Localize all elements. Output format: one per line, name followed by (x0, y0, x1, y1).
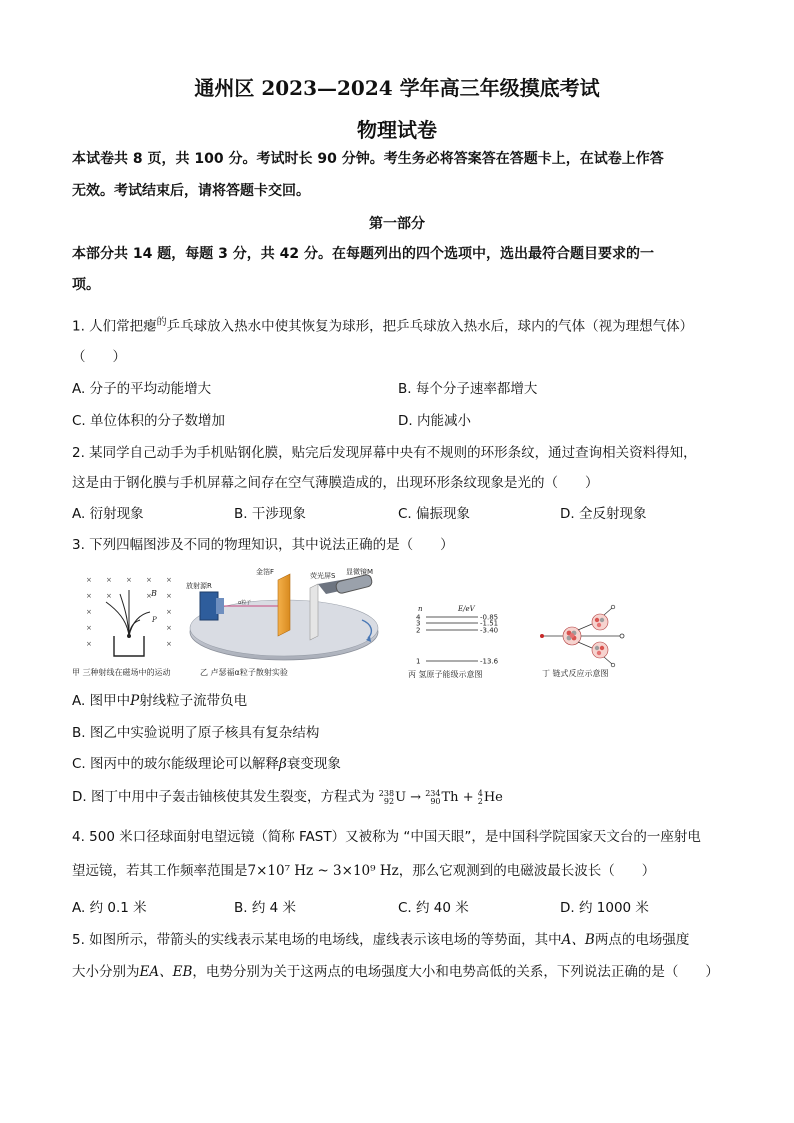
q1-option-a[interactable]: A. 分子的平均动能增大 (72, 381, 212, 397)
q4-option-b[interactable]: B. 约 4 米 (234, 900, 297, 916)
energy-level-n: 2 (416, 626, 421, 635)
energy-level-value: -1.51 (480, 619, 499, 628)
svg-text:×: × (166, 640, 172, 648)
q4-option-c[interactable]: C. 约 40 米 (398, 900, 469, 916)
part1-desc-line1: 本部分共 14 题，每题 3 分，共 42 分。在每题列出的四个选项中，选出最符合题目要求的一 (72, 246, 654, 262)
figure-bing-caption: 丙 氢原子能级示意图 (408, 670, 483, 679)
q2-stem-line1: 2. 某同学自己动手为手机贴钢化膜，贴完后发现屏幕中央有不规则的环形条纹，通过查询相关资料得知， (72, 445, 697, 461)
energy-level-n: 3 (416, 619, 421, 628)
q1-option-c[interactable]: C. 单位体积的分子数增加 (72, 413, 226, 429)
svg-text:×: × (146, 592, 152, 600)
q3-option-d[interactable]: D. 图丁中用中子轰击铀核使其发生裂变，方程式为 238 92U → 234 90Th + 4 2He (72, 788, 503, 806)
svg-text:×: × (106, 576, 112, 584)
svg-text:×: × (86, 608, 92, 616)
q2-option-d[interactable]: D. 全反射现象 (560, 506, 647, 522)
instructions-line1: 本试卷共 8 页，共 100 分。考试时长 90 分钟。考生务必将答案答在答题卡上，在试卷上作答 (72, 151, 664, 167)
energy-level-n: 1 (416, 657, 421, 666)
q4-option-a[interactable]: A. 约 0.1 米 (72, 900, 147, 916)
svg-text:×: × (86, 592, 92, 600)
q3-option-b[interactable]: B. 图乙中实验说明了原子核具有复杂结构 (72, 725, 320, 741)
q1-blank: （ ） (72, 349, 126, 365)
label-screen: 荧光屏S (310, 572, 336, 580)
instructions-line2: 无效。考试结束后，请将答题卡交回。 (72, 183, 310, 199)
figure-ding-caption: 丁 链式反应示意图 (542, 669, 609, 678)
svg-text:×: × (86, 576, 92, 584)
fission-equation: 238 92U → 234 90Th + 4 2He (378, 788, 503, 806)
q3-option-c[interactable]: C. 图丙中的玻尔能级理论可以解释β衰变现象 (72, 756, 341, 772)
figure-bing (408, 603, 508, 683)
exam-subject: 物理试卷 (357, 118, 437, 142)
label-b: B (151, 589, 157, 598)
q1-option-b[interactable]: B. 每个分子速率都增大 (398, 381, 538, 397)
label-n: n (418, 605, 423, 613)
svg-text:×: × (166, 608, 172, 616)
svg-text:×: × (106, 592, 112, 600)
svg-text:×: × (166, 592, 172, 600)
label-foil: 金箔F (256, 568, 275, 576)
label-microscope: 显微镜M (346, 568, 374, 576)
q2-stem-line2: 这是由于钢化膜与手机屏幕之间存在空气薄膜造成的，出现环形条纹现象是光的（ ） (72, 475, 599, 491)
svg-text:×: × (166, 576, 172, 584)
figure-jia (72, 570, 182, 682)
frequency-range: 7×10⁷ Hz ~ 3×10⁹ Hz (247, 863, 399, 879)
part1-desc-line2: 项。 (72, 277, 100, 293)
q3-stem: 3. 下列四幅图涉及不同的物理知识，其中说法正确的是（ ） (72, 537, 454, 553)
label-p: P (152, 616, 157, 624)
q5-stem-line2: 大小分别为EA、EB，电势分别为关于这两点的电场强度大小和电势高低的关系，下列说法正确的是（ ） (72, 964, 719, 980)
label-alpha-particle: α粒子 (238, 600, 252, 606)
svg-text:×: × (86, 624, 92, 632)
part1-heading: 第一部分 (369, 216, 425, 232)
magnetic-field-diagram (72, 570, 182, 665)
q4-stem-line2: 望远镜，若其工作频率范围是7×10⁷ Hz ~ 3×10⁹ Hz，那么它观测到的电磁波最长波长（ ） (72, 863, 656, 879)
q1-stem: 1. 人们常把瘪$^的$乒乓球放入热水中使其恢复为球形，把乒乓球放入热水后，球内的气体（视为理想气体） (72, 317, 694, 335)
q5-stem-line1: 5. 如图所示，带箭头的实线表示某电场的电场线，虚线表示该电场的等势面，其中A、B两点的电场强度 (72, 932, 690, 948)
svg-text:×: × (146, 576, 152, 584)
energy-level-diagram (408, 603, 508, 671)
q2-option-b[interactable]: B. 干涉现象 (234, 506, 306, 522)
svg-text:×: × (126, 576, 132, 584)
exam-title: 通州区 2023—2024 学年高三年级摸底考试 (194, 76, 600, 100)
figure-ding (538, 604, 642, 684)
figure-yi-caption: 乙 卢瑟福α粒子散射实验 (200, 668, 288, 677)
figure-jia-caption: 甲 三种射线在磁场中的运动 (72, 668, 171, 677)
label-source: 放射源R (186, 582, 212, 590)
q2-option-a[interactable]: A. 衍射现象 (72, 506, 144, 522)
svg-text:×: × (166, 624, 172, 632)
figure-yi (186, 566, 382, 682)
q3-option-a[interactable]: A. 图甲中P射线粒子流带负电 (72, 693, 248, 709)
q4-option-d[interactable]: D. 约 1000 米 (560, 900, 649, 916)
energy-level-value: -13.6 (480, 657, 499, 666)
q2-option-c[interactable]: C. 偏振现象 (398, 506, 471, 522)
energy-level-n: 4 (416, 613, 421, 622)
q4-stem-line1: 4. 500 米口径球面射电望远镜（简称 FAST）又被称为 “中国天眼”，是中国科学院国家天文台的一座射电 (72, 829, 701, 845)
label-energy-unit: E/eV (458, 605, 475, 613)
rutherford-experiment-diagram (186, 566, 382, 664)
energy-level-value: -3.40 (480, 626, 499, 635)
svg-text:×: × (86, 640, 92, 648)
energy-level-value: -0.85 (480, 613, 499, 622)
q1-option-d[interactable]: D. 内能减小 (398, 413, 471, 429)
chain-reaction-diagram (538, 604, 642, 668)
